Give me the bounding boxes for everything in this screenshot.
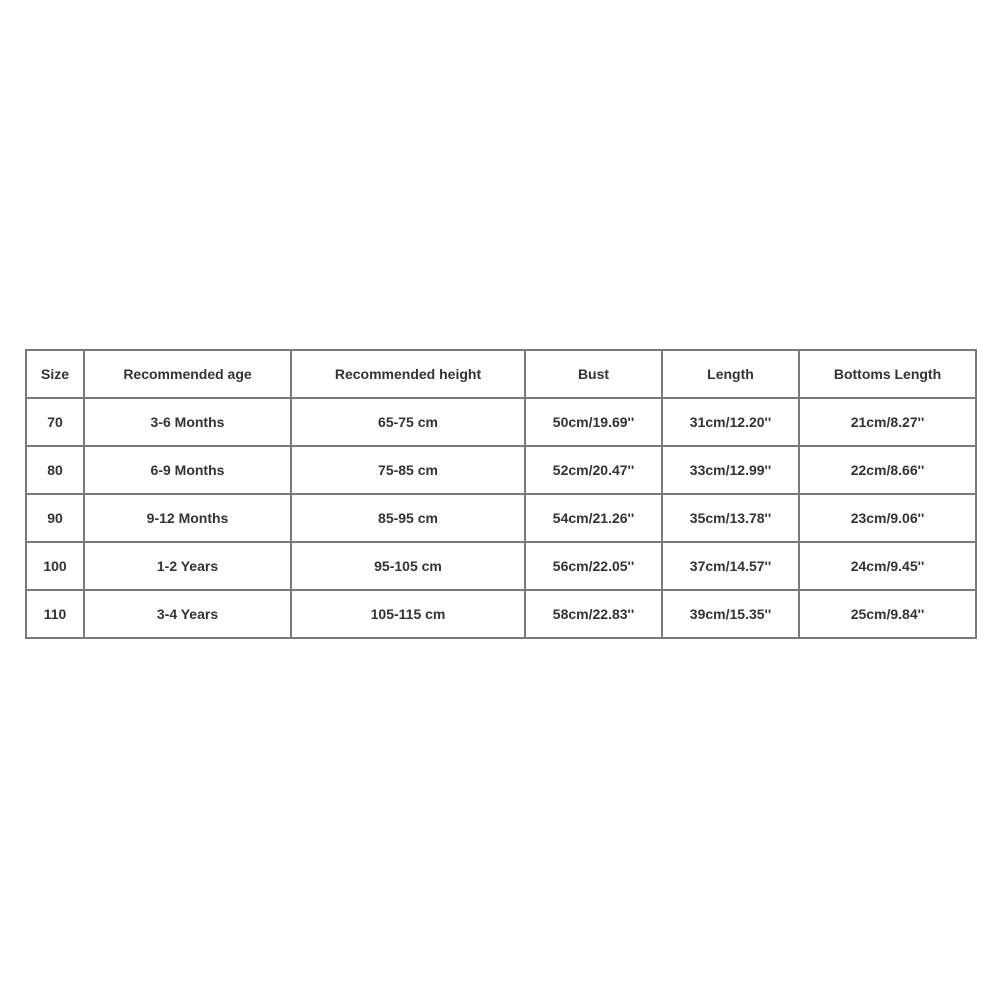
header-bottoms-length: Bottoms Length (799, 350, 976, 398)
cell-recommended-height: 65-75 cm (291, 398, 525, 446)
size-chart-table (25, 349, 977, 639)
table-row (26, 542, 976, 590)
cell-length: 39cm/15.35'' (662, 590, 799, 638)
cell-size: 70 (26, 398, 84, 446)
cell-bottoms-length: 23cm/9.06'' (799, 494, 976, 542)
cell-bust: 50cm/19.69'' (525, 398, 662, 446)
header-length: Length (662, 350, 799, 398)
table-row (26, 494, 976, 542)
header-size: Size (26, 350, 84, 398)
header-recommended-age: Recommended age (84, 350, 291, 398)
cell-length: 31cm/12.20'' (662, 398, 799, 446)
table-row (26, 590, 976, 638)
cell-bust: 54cm/21.26'' (525, 494, 662, 542)
cell-recommended-age: 6-9 Months (84, 446, 291, 494)
cell-bottoms-length: 24cm/9.45'' (799, 542, 976, 590)
cell-bottoms-length: 21cm/8.27'' (799, 398, 976, 446)
cell-recommended-height: 105-115 cm (291, 590, 525, 638)
table-row (26, 398, 976, 446)
header-row (26, 350, 976, 398)
cell-bottoms-length: 22cm/8.66'' (799, 446, 976, 494)
cell-recommended-age: 3-6 Months (84, 398, 291, 446)
cell-bust: 56cm/22.05'' (525, 542, 662, 590)
cell-bottoms-length: 25cm/9.84'' (799, 590, 976, 638)
header-recommended-height: Recommended height (291, 350, 525, 398)
cell-size: 110 (26, 590, 84, 638)
cell-length: 37cm/14.57'' (662, 542, 799, 590)
header-bust: Bust (525, 350, 662, 398)
cell-bust: 58cm/22.83'' (525, 590, 662, 638)
cell-length: 35cm/13.78'' (662, 494, 799, 542)
cell-bust: 52cm/20.47'' (525, 446, 662, 494)
cell-recommended-height: 75-85 cm (291, 446, 525, 494)
cell-recommended-height: 85-95 cm (291, 494, 525, 542)
cell-size: 90 (26, 494, 84, 542)
cell-recommended-height: 95-105 cm (291, 542, 525, 590)
cell-recommended-age: 3-4 Years (84, 590, 291, 638)
cell-recommended-age: 1-2 Years (84, 542, 291, 590)
cell-size: 80 (26, 446, 84, 494)
cell-size: 100 (26, 542, 84, 590)
cell-length: 33cm/12.99'' (662, 446, 799, 494)
table-row (26, 446, 976, 494)
cell-recommended-age: 9-12 Months (84, 494, 291, 542)
